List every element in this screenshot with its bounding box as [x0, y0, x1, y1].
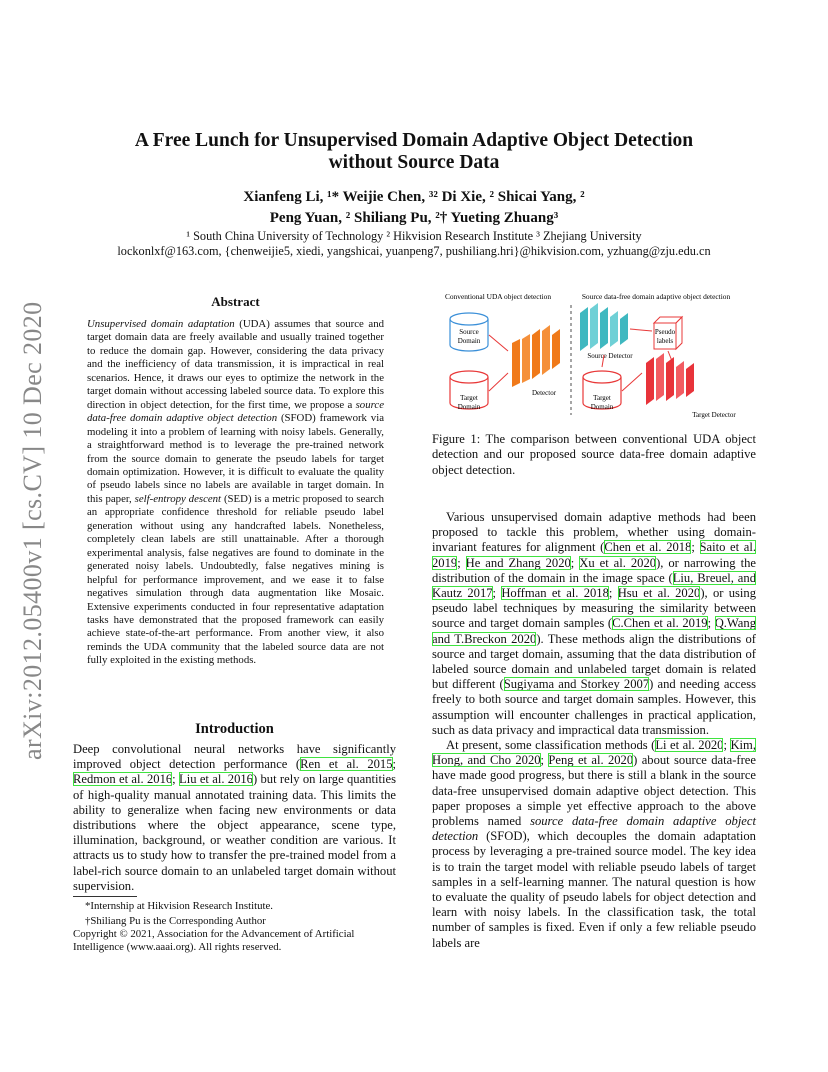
right-column-body: [432, 510, 756, 951]
citation-link[interactable]: Ren et al. 2015: [300, 757, 393, 772]
intro-text: ) but rely on large quantities of high-quality manual annotated training data. This limits the ability to generalize when facing new environments or data distributions where the object appearance, scene type, illumination, background, or weather condition are various. It attracts us to study how to transfer the pre-trained model from a label-rich source domain to an unlabeled target domain without supervision.: [73, 772, 396, 893]
copyright-notice: Copyright © 2021, Association for the Advancement of Artificial Intelligence (www.aaai.org). All rights reserved.: [73, 928, 355, 953]
figure-diagram: [432, 287, 756, 429]
right-panel-title: Source data-free domain adaptive object detection: [581, 292, 731, 301]
footnotes: [73, 900, 396, 953]
figure-1: [432, 287, 756, 429]
abstract-text-2: (SFOD) framework via modeling it into a problem of learning with noisy labels. Generally, a straightforward method is to leverage the pre-trained network from the source domain to generate the pseudo labels for target domain optimization. However, it is difficult to evaluate the quality of pseudo labels since no labels are available in target domain. In this paper,: [87, 412, 384, 505]
footnote-1: *Internship at Hikvision Research Institute.: [85, 900, 274, 912]
citation-link[interactable]: Redmon et al. 2016: [73, 772, 173, 787]
left-panel-title: Conventional UDA object detection: [444, 292, 552, 301]
svg-text:Target: Target: [460, 394, 478, 402]
abstract-text-1: (UDA) assumes that source and target domain data are freely available and usually trained together to reduce the domain gap. However, considering the data privacy and the inefficiency of data transmission, it is impractical in real scenarios. Hence, it draws our eyes to optimize the network in the target domain without accessing labeled source data. To explore this direction in object detection, for the first time, we propose a: [87, 318, 384, 411]
title-line-2: without Source Data: [328, 152, 500, 173]
arrow-icon: [622, 373, 642, 391]
citation-link[interactable]: Li et al. 2020: [655, 738, 724, 753]
arxiv-stamp: arXiv:2012.05400v1 [cs.CV] 10 Dec 2020: [18, 301, 47, 760]
footnote-divider: [73, 896, 137, 897]
source-detector-label: Source Detector: [587, 352, 633, 360]
introduction-heading: Introduction: [195, 721, 274, 737]
target-domain-cylinder-right: [583, 371, 621, 411]
pseudo-labels-box: [654, 317, 682, 349]
svg-text:Domain: Domain: [590, 403, 614, 411]
paragraph: At present, some classification methods (Li et al. 2020; Kim, Hong, and Cho 2020; Peng et al. 2020) about source data-free have made good progress, but there is still a blank in the source data-free unsupervised domain adaptive object detection. This paper proposes a simple yet effective approach to the above problems named source data-free domain adaptive object detection (SFOD), which decouples the domain adaptation process by leveraging a pre-trained source model. The key idea is to train the target model with reliable pseudo labels of target samples in a self-learning manner. The natural question is how to evaluate the quality of pseudo labels for object detection and learn with noisy labels. In the classification task, the total number of samples is fixed. Even if only a few reliable pseudo labels are: [432, 738, 756, 950]
citation-link[interactable]: Liu, Breuel, and Kautz 2017: [432, 570, 756, 601]
title-line-1: A Free Lunch for Unsupervised Domain Adaptive Object Detection: [134, 130, 694, 151]
authors: [0, 187, 828, 229]
svg-text:Domain: Domain: [457, 403, 481, 411]
detector-label: Detector: [531, 389, 557, 397]
introduction-body: [73, 742, 396, 894]
citation-link[interactable]: Saito et al. 2019: [432, 540, 757, 570]
abstract-em-1: Unsupervised domain adaptation: [87, 318, 235, 330]
authors-line-1: Xianfeng Li, ¹* Weijie Chen, ³² Di Xie, ² Shicai Yang, ²: [243, 189, 585, 205]
abstract-text-3: (SED) is a metric proposed to search an appropriate confidence threshold for reliable pseudo label generation without using any handcrafted labels. Nonetheless, completely clean labels are still unattainable. After a thorough experimental analysis, false negatives are found to dominate in the generated noisy labels. Undoubtedly, false negatives mining is helpful for performance improvement, and we ease it to false negatives simulation through data augmentation like Mosaic. Extensive experiments conducted in four representative adaptation tasks have demonstrated that the proposed framework can easily achieve state-of-the-art performance. From another view, it also reminds the UDA community that the labeled source data are not fully exploited in the existing methods.: [87, 492, 384, 667]
source-domain-label: Source: [459, 328, 479, 336]
svg-text:Pseudo: Pseudo: [654, 328, 676, 336]
abstract-em-2: source data-free domain adaptive object detection: [87, 398, 384, 425]
svg-text:labels: labels: [656, 337, 674, 345]
arrow-icon: [630, 329, 652, 331]
paragraph: Various unsupervised domain adaptive methods had been proposed to tackle this problem, whether using domain-invariant features for alignment (Chen et al. 2018; Saito et al. 2019; He and Zhang 2020; Xu et al. 2020), or narrowing the distribution of the domain in the image space (Liu, Breuel, and Kautz 2017; Hoffman et al. 2018; Hsu et al. 2020), or using pseudo label techniques by measuring the similarity between source and target domain samples (C.Chen et al. 2019; Q.Wang and T.Breckon 2020). These methods align the distributions of source and target domain, assuming that the data distribution of labeled source domain and unlabeled target domain is related but different (Sugiyama and Storkey 2007) and needing access freely to both source and target domain samples. However, this assumption will encounter challenges in practical application, such as data privacy and impractical data transmission.: [432, 510, 757, 737]
citation-link[interactable]: Q.Wang and T.Breckon 2020: [432, 616, 756, 646]
source-domain-cylinder: [450, 313, 488, 351]
citation-link[interactable]: He and Zhang 2020: [465, 555, 571, 570]
citation-link[interactable]: Liu et al. 2016: [179, 772, 253, 787]
citation-link[interactable]: Sugiyama and Storkey 2007: [503, 677, 650, 692]
citation-link[interactable]: Chen et al. 2018: [604, 540, 692, 555]
svg-text:Target: Target: [593, 394, 611, 402]
abstract-body: [87, 318, 384, 668]
citation-link[interactable]: Hsu et al. 2020: [617, 586, 701, 601]
abstract-heading: Abstract: [211, 294, 260, 309]
figure-1-caption: Figure 1: The comparison between conventional UDA object detection and our proposed source data-free domain adaptive object detection.: [432, 432, 756, 477]
paper-title: [0, 130, 828, 174]
target-detector-label: Target Detector: [692, 411, 736, 419]
citation-link[interactable]: Hoffman et al. 2018: [501, 586, 609, 601]
citation-link[interactable]: C.Chen et al. 2019: [612, 616, 708, 631]
authors-line-2: Peng Yuan, ² Shiliang Pu, ²† Yueting Zhuang³: [269, 210, 559, 226]
target-domain-cylinder: [450, 371, 488, 411]
affiliations-block: [0, 229, 828, 259]
citation-link[interactable]: Kim, Hong, and Cho 2020: [432, 738, 756, 768]
abstract-em-3: self-entropy descent: [134, 492, 222, 505]
citation-link[interactable]: Xu et al. 2020: [579, 555, 657, 570]
source-detector-network: [580, 303, 633, 360]
emails: lockonlxf@163.com, {chenweijie5, xiedi, yangshicai, yuanpeng7, pushiliang.hri}@hikvision.com, yzhuang@zju.edu.cn: [117, 244, 711, 258]
affiliations: ¹ South China University of Technology ² Hikvision Research Institute ³ Zhejiang University: [186, 229, 642, 243]
arrow-icon: [489, 335, 508, 351]
target-detector-network: [646, 353, 736, 419]
svg-text:Domain: Domain: [457, 337, 481, 345]
citation-link[interactable]: Peng et al. 2020: [548, 753, 634, 768]
footnote-2: †Shiliang Pu is the Corresponding Author: [85, 914, 266, 927]
intro-text: ;: [392, 757, 397, 772]
arrow-icon: [489, 373, 508, 391]
detector-network: [512, 325, 560, 397]
intro-text: Deep convolutional neural networks have significantly improved object detection performance (: [73, 742, 396, 772]
intro-text: ;: [172, 772, 179, 787]
